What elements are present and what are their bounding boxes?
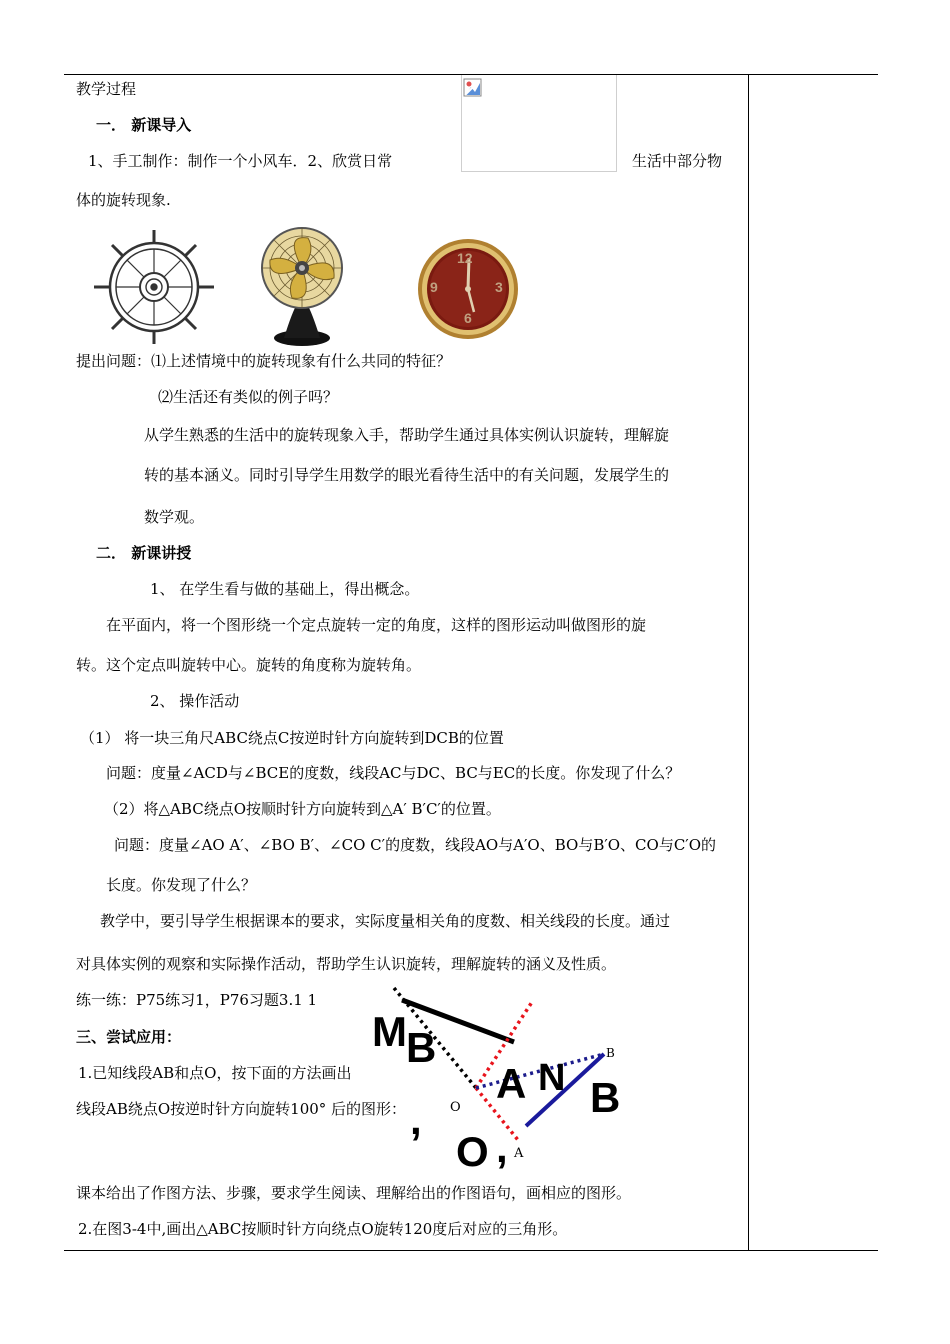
- clock-numeral-12: 12: [457, 250, 473, 266]
- figure-label-big-B-2: B: [590, 1074, 621, 1121]
- ship-wheel-image: [92, 228, 216, 346]
- activity-1: （1） 将一块三角尺ABC绕点C按逆时针方向旋转到DCB的位置: [80, 729, 504, 747]
- exercise-1-line-1: 1.已知线段AB和点O，按下面的方法画出: [78, 1064, 352, 1082]
- activity-2: （2）将△ABC绕点O按顺时针方向旋转到△A′ B′C′的位置。: [104, 800, 501, 818]
- electric-fan-image: [254, 224, 350, 348]
- broken-image-icon: [463, 78, 483, 98]
- table-bottom-border: [64, 1250, 878, 1251]
- section1-line1-left: 1、手工制作：制作一个小风车．2、欣赏日常: [88, 152, 393, 170]
- header-label: 教学过程: [76, 80, 137, 98]
- figure-label-big-O: O: [456, 1128, 489, 1175]
- figure-label-small-B: B: [606, 1046, 615, 1060]
- activity-1-question: 问题：度量∠ACD与∠BCE的度数，线段AC与DC、BC与EC的长度。你发现了什么？: [106, 764, 681, 782]
- text-after-figure: 课本给出了作图方法、步骤，要求学生阅读、理解给出的作图语句，画相应的图形。: [76, 1184, 632, 1202]
- exercise-1-line-2: 线段AB绕点O按逆时针方向旋转100° 后的图形：: [76, 1100, 407, 1118]
- teaching-note-line-1: 教学中，要引导学生根据课本的要求，实际度量相关角的度数、相关线段的长度。通过: [100, 912, 671, 930]
- section1-line2: 体的旋转现象.: [76, 191, 171, 209]
- section2-title: 二． 新课讲授: [96, 544, 192, 562]
- definition-line-2: 转。这个定点叫旋转中心。旋转的角度称为旋转角。: [76, 656, 422, 674]
- figure-label-big-N: N: [538, 1057, 566, 1099]
- figure-label-small-A: A: [514, 1146, 524, 1161]
- paragraph-line-1: 从学生熟悉的生活中的旋转现象入手，帮助学生通过具体实例认识旋转，理解旋: [144, 426, 670, 444]
- paragraph-line-3: 数学观。: [144, 508, 205, 526]
- section3-title: 三、尝试应用：: [76, 1028, 182, 1046]
- definition-line-1: 在平面内，将一个图形绕一个定点旋转一定的角度，这样的图形运动叫做图形的旋: [106, 616, 647, 634]
- section2-item-1: 1、 在学生看与做的基础上，得出概念。: [150, 580, 420, 598]
- question-2: ⑵生活还有类似的例子吗？: [158, 388, 339, 406]
- clock-numeral-6: 6: [464, 310, 472, 326]
- practice-line: 练一练：P75练习1，P76习题3.1 1: [76, 991, 318, 1009]
- question-1: 提出问题：⑴上述情境中的旋转现象有什么共同的特征？: [76, 352, 452, 370]
- exercise-2: 2.在图3-4中,画出△ABC按顺时针方向绕点O旋转120度后对应的三角形。: [78, 1220, 568, 1238]
- table-column-divider: [748, 74, 749, 1250]
- figure-label-big-M: M: [372, 1008, 407, 1055]
- section1-title: 一． 新课导入: [96, 116, 192, 134]
- figure-comma-2: ,: [496, 1124, 508, 1171]
- teaching-note-line-2: 对具体实例的观察和实际操作活动，帮助学生认识旋转，理解旋转的涵义及性质。: [76, 955, 617, 973]
- broken-image-placeholder: [461, 75, 617, 172]
- figure-comma-1: ,: [410, 1096, 422, 1143]
- activity-2-question-line-2: 长度。你发现了什么？: [106, 876, 257, 894]
- activity-2-question-line-1: 问题：度量∠AO A′、∠BO B′、∠CO C′的度数，线段AO与A′O、BO与B′O、CO与C′O的: [114, 836, 717, 854]
- figure-label-big-A: A: [496, 1060, 527, 1107]
- paragraph-line-2: 转的基本涵义。同时引导学生用数学的眼光看待生活中的有关问题，发展学生的: [144, 466, 670, 484]
- wall-clock-image: [417, 238, 519, 340]
- section1-line1-right: 生活中部分物: [632, 152, 723, 170]
- figure-label-big-B-1: B: [406, 1024, 437, 1071]
- figure-label-small-O: O: [450, 1100, 461, 1115]
- clock-numeral-3: 3: [495, 279, 503, 295]
- section2-item-2: 2、 操作活动: [150, 692, 240, 710]
- clock-numeral-9: 9: [430, 279, 438, 295]
